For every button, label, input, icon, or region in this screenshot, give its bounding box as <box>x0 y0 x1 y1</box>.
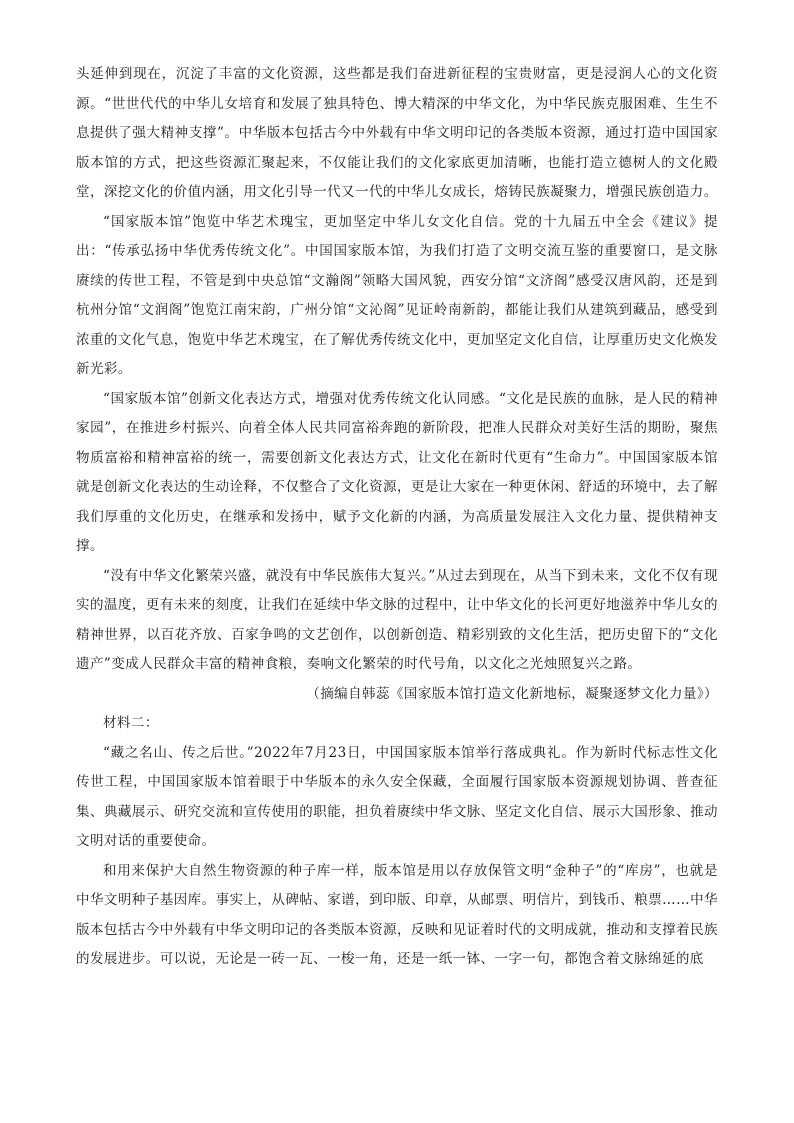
document-page <box>76 60 718 975</box>
material-2-label: 材料二： <box>103 715 159 731</box>
paragraph-2: “国家版本馆”饱览中华艺术瑰宝，更加坚定中华儿女文化自信。党的十九届五中全会《建议》提出：“传承弘扬中华优秀传统文化”。中国国家版本馆，为我们打造了文明交流互鉴的重要窗口，是文脉赓续的传世工程，不管是到中央总馆“文瀚阁”领略大国风貌，西安分馆“文济阁”感受汉唐风韵，还是到杭州分馆“文润阁”饱览江南宋韵，广州分馆“文沁阁”见证岭南新韵，都能让我们从建筑到藏品，感受到浓重的文化气息，饱览中华艺术瑰宝，在了解优秀传统文化中，更加坚定文化自信，让厚重历史文化焕发新光彩。 <box>76 213 718 377</box>
paragraph-3: “国家版本馆”创新文化表达方式，增强对优秀传统文化认同感。“文化是民族的血脉，是人民的精神家园”，在推进乡村振兴、向着全体人民共同富裕奔跑的新阶段，把准人民群众对美好生活的期盼，聚焦物质富裕和精神富裕的统一，需要创新文化表达方式，让文化在新时代更有“生命力”。中国国家版本馆就是创新文化表达的生动诠释，不仅整合了文化资源，更是让大家在一种更休闲、舒适的环境中，去了解我们厚重的文化历史，在继承和发扬中，赋予文化新的内涵，为高质量发展注入文化力量、提供精神支撑。 <box>76 390 718 554</box>
paragraph-4: “没有中华文化繁荣兴盛，就没有中华民族伟大复兴。”从过去到现在，从当下到未来，文化不仅有现实的温度，更有未来的刻度，让我们在延续中华文脉的过程中，让中华文化的长河更好地滋养中华儿女的精神世界，以百花齐放、百家争鸣的文艺创作，以创新创造、精彩别致的文化生活，把历史留下的“文化遗产”变成人民群众丰富的精神食粮，奏响文化繁荣的时代号角，以文化之光烛照复兴之路。 <box>76 567 718 672</box>
paragraph-1: 头延伸到现在，沉淀了丰富的文化资源，这些都是我们奋进新征程的宝贵财富，更是浸润人心的文化资源。“世世代代的中华儿女培育和发展了独具特色、博大精深的中华文化，为中华民族克服困难、生生不息提供了强大精神支撑”。中华版本包括古今中外载有中华文明印记的各类版本资源，通过打造中国国家版本馆的方式，把这些资源汇聚起来，不仅能让我们的文化家底更加清晰，也能打造立德树人的文化殿堂，深挖文化的价值内涵，用文化引导一代又一代的中华儿女成长，熔铸民族凝聚力，增强民族创造力。 <box>76 66 718 200</box>
paragraph-6: 和用来保护大自然生物资源的种子库一样，版本馆是用以存放保管文明“金种子”的“库房”，也就是中华文明种子基因库。事实上，从碑帖、家谱，到印版、印章，从邮票、明信片，到钱币、粮票……中华版本包括古今中外载有中华文明印记的各类版本资源，反映和见证着时代的文明成就，推动和支撑着民族的发展进步。可以说，无论是一砖一瓦、一梭一角，还是一纸一钵、一字一句，都饱含着文脉绵延的底 <box>76 862 718 967</box>
source-citation: （摘编自韩蕊《国家版本馆打造文化新地标，凝聚逐梦文化力量》） <box>306 685 718 702</box>
paragraph-5: “藏之名山、传之后世。”2022年7月23日，中国国家版本馆举行落成典礼。作为新时代标志性文化传世工程，中国国家版本馆着眼于中华版本的永久安全保藏，全面履行国家版本资源规划协调、普查征集、典藏展示、研究交流和宣传使用的职能，担负着赓续中华文脉、坚定文化自信、展示大国形象、推动文明对话的重要使命。 <box>76 744 718 849</box>
